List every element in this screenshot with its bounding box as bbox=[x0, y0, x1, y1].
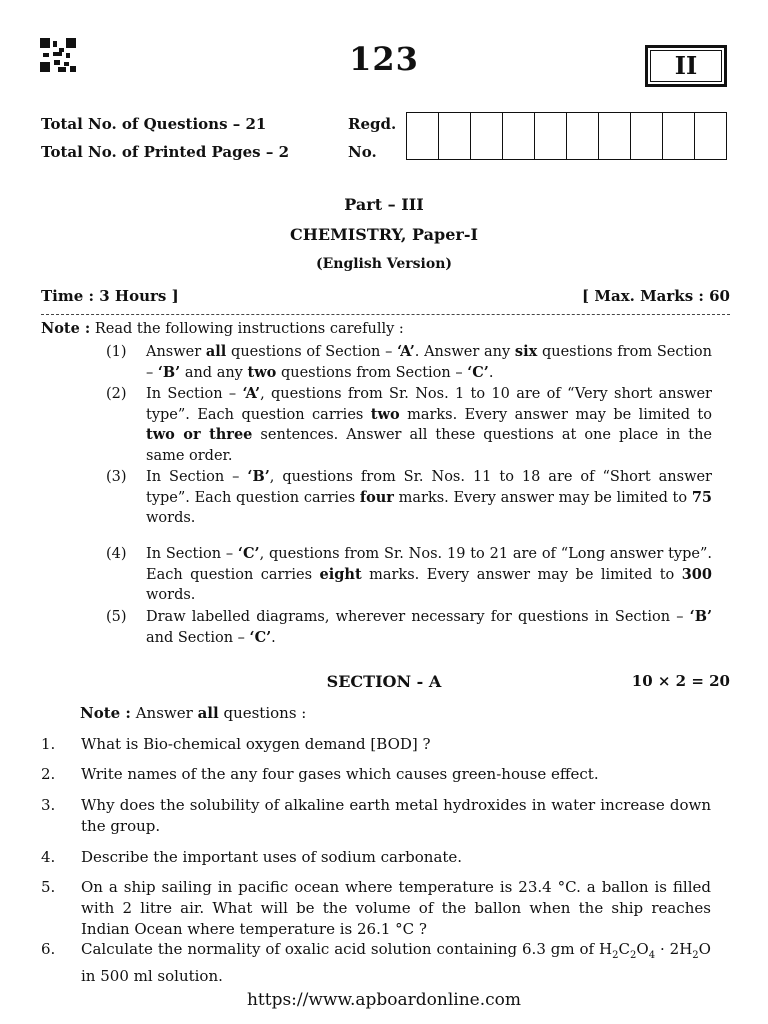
section-a-title: SECTION - A bbox=[326, 672, 442, 691]
footer-url[interactable]: https://www.apboardonline.com bbox=[246, 990, 522, 1010]
set-code: II bbox=[650, 50, 722, 82]
time-label: Time : 3 Hours ] bbox=[41, 287, 179, 305]
regd-cell bbox=[535, 113, 567, 159]
instruction-item: (1) Answer all questions of Section – ‘A’. Answer any six questions from Section – ‘B’ and any two questions from Section – ‘C’. bbox=[106, 342, 712, 383]
question-number: 1. bbox=[41, 735, 56, 753]
question-text: On a ship sailing in pacific ocean where temperature is 23.4 °C. a ballon is filled with 2 litre air. What will be the volume of the ballon when the ship reaches Indian Ocean where temperature is 26.1 °C ? bbox=[81, 878, 711, 938]
instruction-text: Draw labelled diagrams, wherever necessary for questions in Section – ‘B’ and Section – ‘C’. bbox=[146, 608, 712, 646]
instruction-item: (4) In Section – ‘C’, questions from Sr. Nos. 19 to 21 are of “Long answer type”. Each question carries eight marks. Every answer may be limited to 300 words. bbox=[106, 544, 712, 606]
question-number: 6. bbox=[41, 940, 56, 958]
max-marks-label: [ Max. Marks : 60 bbox=[582, 287, 730, 305]
section-a-marks: 10 × 2 = 20 bbox=[631, 672, 730, 690]
instruction-text: Answer all questions of Section – ‘A’. Answer any six questions from Section – ‘B’ and any two questions from Section – ‘C’. bbox=[146, 343, 712, 381]
section-a-note: Note : Answer all questions : bbox=[80, 704, 307, 722]
instruction-text: In Section – ‘B’, questions from Sr. Nos. 11 to 18 are of “Short answer type”. Each question carries four marks. Every answer may be limited to 75 words. bbox=[146, 468, 712, 526]
regd-cell bbox=[407, 113, 439, 159]
question-text: Write names of the any four gases which causes green-house effect. bbox=[81, 765, 599, 783]
regd-label: Regd. No. bbox=[348, 115, 397, 161]
set-code-box bbox=[645, 45, 727, 87]
chemical-formula: $H_2C_2O_4 \cdot 2H_2O$ bbox=[599, 940, 711, 961]
divider bbox=[41, 314, 730, 315]
question-item bbox=[41, 795, 711, 837]
instruction-text: In Section – ‘C’, questions from Sr. Nos. 19 to 21 are of “Long answer type”. Each question carries eight marks. Every answer may be limited to 300 words. bbox=[146, 545, 712, 603]
regd-cell bbox=[503, 113, 535, 159]
note-intro: Read the following instructions carefully : bbox=[94, 321, 404, 337]
instruction-item: (2) In Section – ‘A’, questions from Sr. Nos. 1 to 10 are of “Very short answer type”. Each question carries two marks. Every answer may be limited to two or three sentences. Answer all these questions at one place in the same order. bbox=[106, 384, 712, 466]
question-item bbox=[41, 734, 711, 755]
regd-cell bbox=[599, 113, 631, 159]
instruction-item: (5) Draw labelled diagrams, wherever necessary for questions in Section – ‘B’ and Section – ‘C’. bbox=[106, 607, 712, 648]
regd-cell bbox=[663, 113, 695, 159]
question-number: 3. bbox=[41, 796, 56, 814]
regd-cell bbox=[567, 113, 599, 159]
question-number: 4. bbox=[41, 848, 56, 866]
regd-cell bbox=[695, 113, 727, 159]
question-item bbox=[41, 939, 711, 987]
total-questions: Total No. of Questions – 21 bbox=[41, 115, 267, 133]
question-number: 5. bbox=[41, 878, 56, 896]
question-number: 2. bbox=[41, 765, 56, 783]
regd-cell bbox=[439, 113, 471, 159]
total-pages: Total No. of Printed Pages – 2 bbox=[41, 143, 290, 161]
question-item bbox=[41, 847, 711, 868]
subject-title: CHEMISTRY, Paper-I bbox=[290, 225, 478, 244]
regd-number-grid bbox=[406, 112, 727, 160]
question-item bbox=[41, 764, 711, 785]
instruction-item: (3) In Section – ‘B’, questions from Sr. Nos. 11 to 18 are of “Short answer type”. Each question carries four marks. Every answer may be limited to 75 words. bbox=[106, 467, 712, 529]
version-title: (English Version) bbox=[315, 256, 453, 272]
question-item bbox=[41, 877, 711, 940]
regd-cell bbox=[471, 113, 503, 159]
question-text: Calculate the normality of oxalic acid solution containing 6.3 gm of $H_2C_2O_4 \cdot 2H_2O$ in 500 ml solution. bbox=[81, 940, 711, 985]
part-title: Part – III bbox=[344, 195, 424, 214]
question-text: Why does the solubility of alkaline earth metal hydroxides in water increase down the group. bbox=[81, 796, 711, 835]
totals-block bbox=[41, 110, 289, 166]
note-label: Note : bbox=[41, 320, 91, 337]
paper-code: 123 bbox=[349, 40, 419, 78]
note-heading bbox=[41, 320, 404, 337]
question-text: Describe the important uses of sodium carbonate. bbox=[81, 848, 463, 866]
regd-cell bbox=[631, 113, 663, 159]
instruction-text: In Section – ‘A’, questions from Sr. Nos. 1 to 10 are of “Very short answer type”. Each question carries two marks. Every answer may be limited to two or three sentences. Answer all these questions at one place in the same order. bbox=[146, 385, 712, 464]
question-text: What is Bio-chemical oxygen demand [BOD] ? bbox=[81, 735, 431, 753]
